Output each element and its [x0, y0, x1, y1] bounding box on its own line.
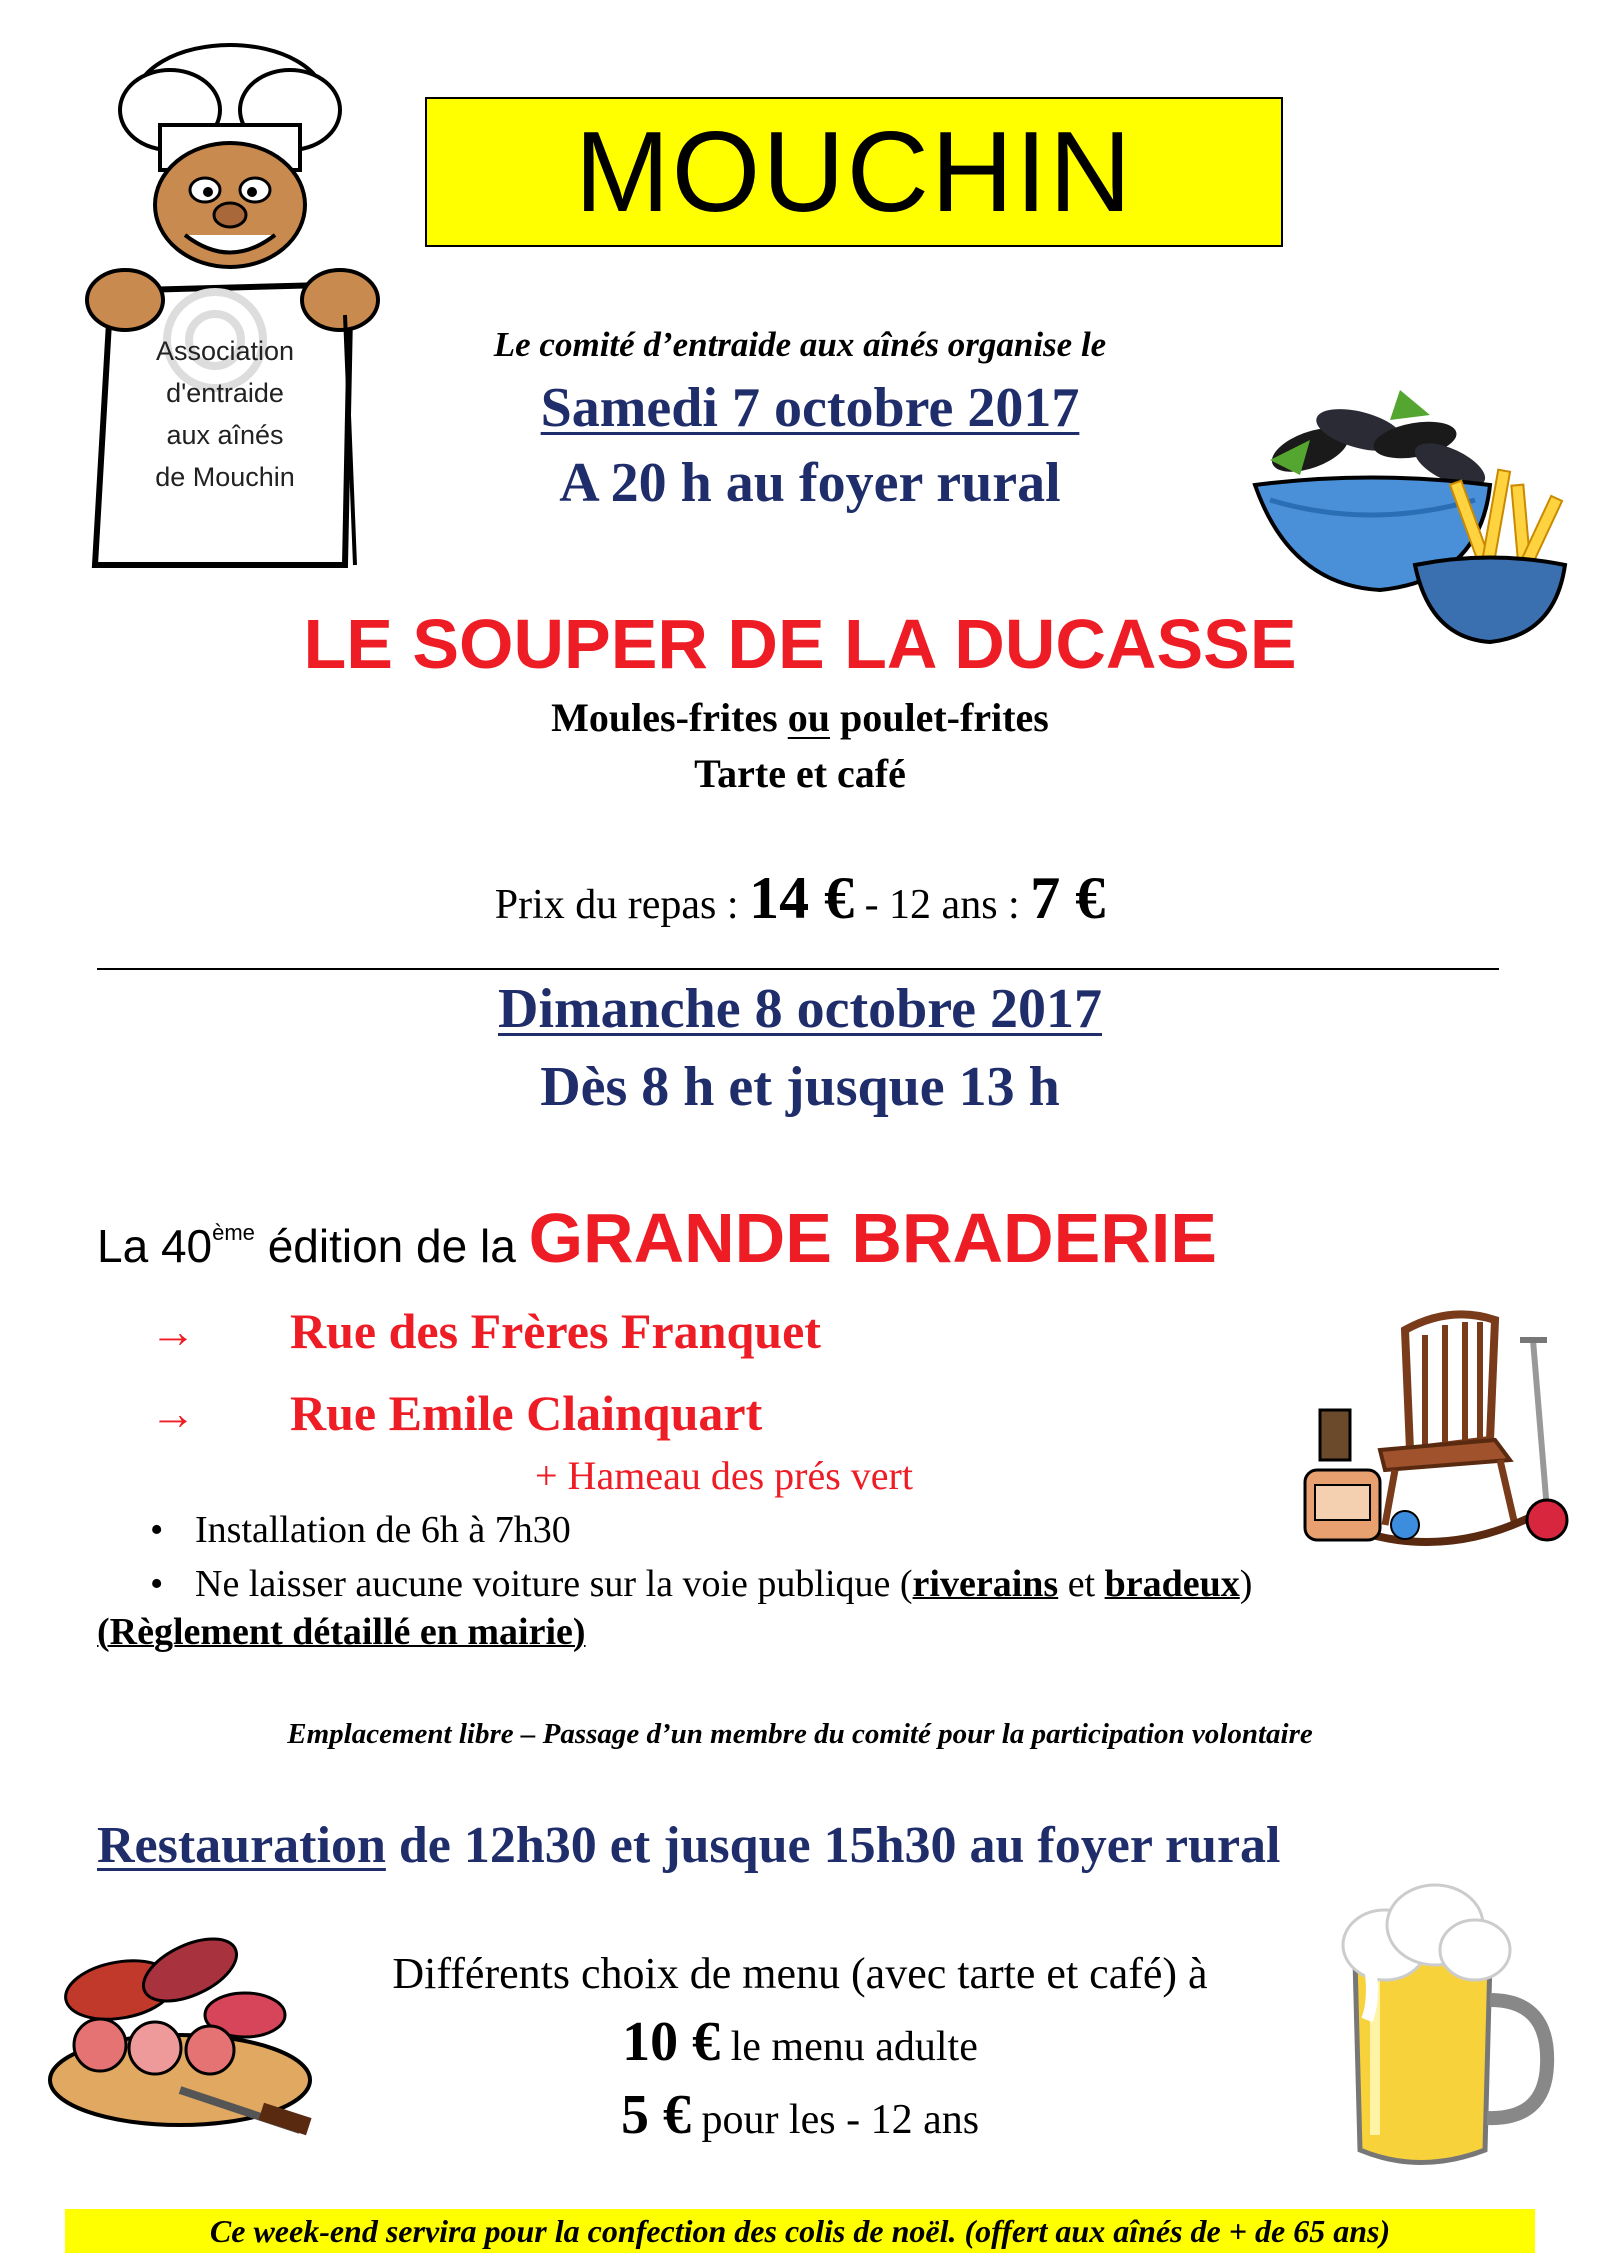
child-label: pour les - 12 ans: [690, 2097, 980, 2143]
logo-line-1: Association: [155, 336, 295, 366]
adult-label: le menu adulte: [720, 2024, 978, 2070]
logo-line-3: aux aînés: [166, 420, 284, 450]
emplacement-note: Emplacement libre – Passage d’un membre du comité pour la participation volontaire: [287, 1718, 1313, 1750]
souper-price-line: [200, 864, 1400, 933]
braderie-intro-sup: ème: [212, 1220, 255, 1245]
restauration-rest: de 12h30 et jusque 15h30 au foyer rural: [385, 1817, 1281, 1874]
menu-child-line: [290, 2083, 1310, 2147]
child-price: 5 €: [620, 2084, 691, 2146]
price-child: 7 €: [1030, 865, 1106, 931]
logo-line-4: de Mouchin: [155, 462, 295, 492]
hamlet-line: + Hameau des prés vert: [535, 1453, 913, 1498]
bullet-et: et: [1058, 1563, 1105, 1605]
sausage-platter-icon: [40, 1930, 320, 2140]
street-arrow-1: →: [150, 1306, 196, 1357]
town-title: MOUCHIN: [574, 108, 1134, 236]
adult-price: 10 €: [622, 2011, 721, 2073]
sunday-date-wrap: [300, 977, 1300, 1041]
town-title-box: [425, 97, 1283, 247]
souper-title: LE SOUPER DE LA DUCASSE: [303, 605, 1297, 683]
reglement-note: [97, 1610, 586, 1654]
bullet-no-car: [150, 1557, 1450, 1611]
souper-menu-line-2: Tarte et café: [694, 751, 906, 796]
logo-line-2: d'entraide: [166, 378, 284, 408]
bullet-bradeux: bradeux: [1104, 1563, 1240, 1605]
saturday-date-wrap: [380, 376, 1240, 440]
organizer-line: Le comité d’entraide aux aînés organise le: [493, 325, 1107, 364]
restauration-line: [97, 1816, 1517, 1875]
braderie-title: GRANDE BRADERIE: [528, 1199, 1217, 1277]
sunday-date: Dimanche 8 octobre 2017: [498, 978, 1102, 1040]
price-label: Prix du repas :: [494, 882, 750, 928]
street-arrow-2: →: [150, 1388, 196, 1439]
bullet-close: ): [1239, 1563, 1253, 1605]
reglement-text: (Règlement détaillé en mairie): [97, 1611, 586, 1653]
price-adult: 14 €: [749, 865, 855, 931]
braderie-intro-b: édition de la: [267, 1220, 529, 1272]
saturday-date: Samedi 7 octobre 2017: [540, 377, 1080, 439]
bullet-installation-text: Installation de 6h à 7h30: [195, 1509, 571, 1551]
braderie-bullets: [150, 1503, 1450, 1611]
braderie-intro: [97, 1198, 1497, 1278]
sunday-hours: Dès 8 h et jusque 13 h: [540, 1056, 1060, 1118]
price-sep: - 12 ans :: [854, 882, 1031, 928]
logo-text: [125, 330, 325, 498]
street-2: Rue Emile Clainquart: [290, 1385, 763, 1441]
saturday-time-place: A 20 h au foyer rural: [559, 452, 1061, 514]
bullet-riverains: riverains: [912, 1563, 1059, 1605]
menu-choices: Différents choix de menu (avec tarte et café) à: [392, 1949, 1208, 1998]
menu-part-1: Moules-frites: [551, 695, 788, 740]
restauration-word: Restauration: [97, 1817, 386, 1874]
footer-note-text: Ce week-end servira pour la confection des colis de noël. (offert aux aînés de + de 65 ans): [209, 2213, 1391, 2249]
section-divider: [97, 968, 1499, 970]
beer-mug-icon: [1315, 1850, 1555, 2180]
souper-menu-line-1: [300, 694, 1300, 741]
bullet-no-car-a: Ne laisser aucune voiture sur la voie publique (: [195, 1563, 913, 1605]
footer-note: [65, 2209, 1535, 2253]
menu-adult-line: [290, 2010, 1310, 2074]
braderie-intro-a: La 40: [97, 1220, 213, 1272]
menu-part-2: poulet-frites: [830, 695, 1049, 740]
street-1: Rue des Frères Franquet: [290, 1303, 821, 1359]
menu-or: ou: [787, 695, 830, 740]
bullet-installation: [150, 1503, 1450, 1557]
